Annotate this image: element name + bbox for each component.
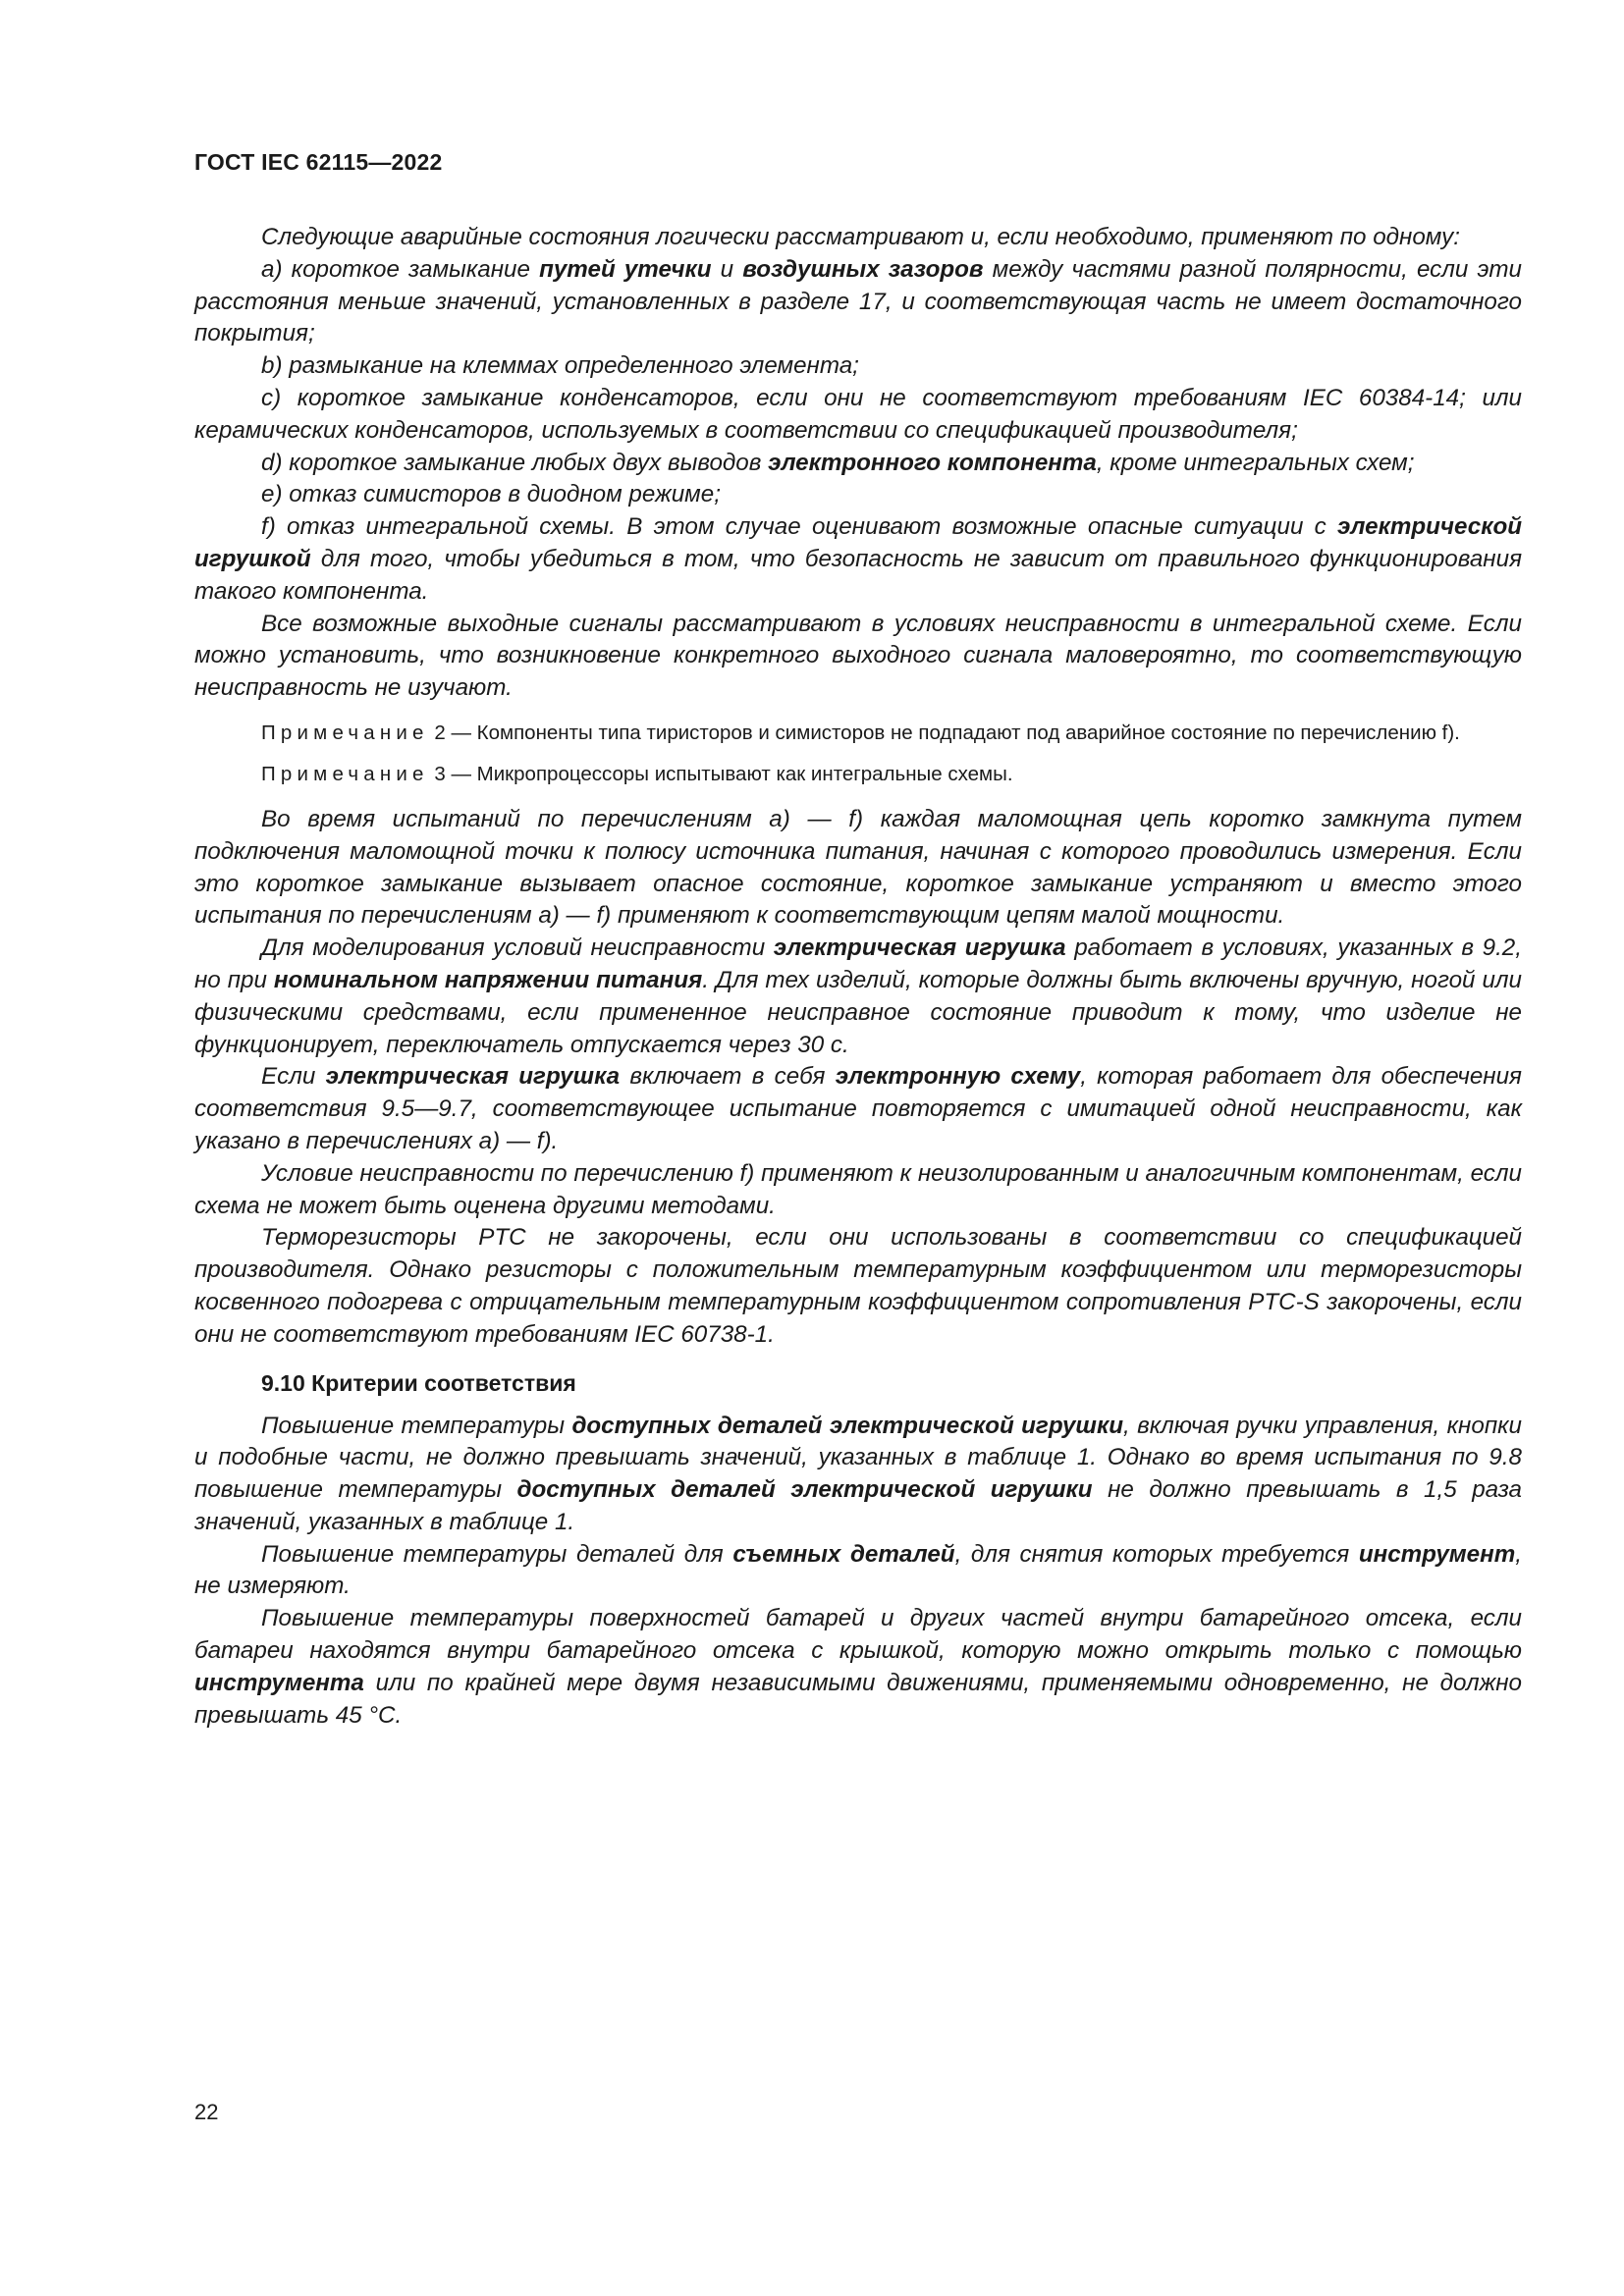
paragraph xyxy=(194,1158,1522,1223)
paragraph xyxy=(194,448,1522,480)
paragraph xyxy=(194,254,1522,350)
text-run: , для снятия которых требуется xyxy=(954,1540,1359,1568)
document-body xyxy=(194,222,1522,1732)
text-run: Повышение температуры поверхностей батарей и других частей внутри батарейного отсека, если батареи находятся внутри батарейного отсека с крышкой, которую можно открыть только с помощью xyxy=(194,1605,1522,1665)
paragraph xyxy=(194,479,1522,511)
note-2 xyxy=(194,719,1522,747)
paragraph xyxy=(194,350,1522,383)
paragraph xyxy=(194,1539,1522,1604)
document-header: ГОСТ IEC 62115—2022 xyxy=(194,149,443,175)
text-run: b) размыкание на клеммах определенного элемента; xyxy=(261,352,859,380)
paragraph xyxy=(194,511,1522,608)
text-run: между частями разной полярности, если эти расстояния меньше значений, установленных в разделе 17, и соответствующая часть не имеет достаточного покрытия; xyxy=(194,255,1522,347)
paragraph xyxy=(194,222,1522,254)
paragraph-group-fault-conditions xyxy=(194,222,1522,705)
paragraph-group-compliance-criteria xyxy=(194,1411,1522,1733)
text-run: Следующие аварийные состояния логически рассматривают и, если необходимо, применяют по одному: xyxy=(261,224,1460,250)
bold-term: электрическая игрушка xyxy=(773,934,1066,962)
text-run: c) короткое замыкание конденсаторов, если они не соответствуют требованиям IEC 60384-14; или керамических конденсаторов, используемых в соответствии со спецификацией производителя; xyxy=(194,384,1522,444)
note-text: 3 — Микропроцессоры испытывают как интегральные схемы. xyxy=(428,762,1013,785)
bold-term: электронную схему xyxy=(835,1063,1081,1091)
note-label: Примечание xyxy=(261,721,429,744)
text-run: Терморезисторы PTC не закорочены, если они использованы в соответствии со спецификацией производителя. Однако резисторы с положительным температурным коэффициентом или терморезисторы косвенного подогрева с отрицательным температурным коэффициентом сопротивления PTC-S закорочены, если они не соответствуют требованиям IEC 60738-1. xyxy=(194,1224,1522,1348)
text-run: d) короткое замыкание любых двух выводов xyxy=(261,449,769,476)
section-title: 9.10 Критерии соответствия xyxy=(261,1369,576,1396)
bold-term: доступных деталей электрической игрушки xyxy=(571,1412,1123,1439)
paragraph xyxy=(194,933,1522,1061)
bold-term: номинальном напряжении питания xyxy=(273,966,703,993)
paragraph xyxy=(194,1411,1522,1539)
bold-term: инструмент xyxy=(1358,1540,1516,1568)
paragraph xyxy=(194,804,1522,933)
text-run: Повышение температуры xyxy=(261,1412,572,1439)
bold-term: доступных деталей электрической игрушки xyxy=(516,1476,1093,1504)
text-run: , которая работает для обеспечения соответствия 9.5—9.7, соответствующее испытание повторяется с имитацией одной неисправности, как указано в перечислениях a) — f). xyxy=(194,1063,1522,1154)
text-run: не должно превышать в 1,5 раза значений, указанных в таблице 1. xyxy=(194,1476,1522,1535)
bold-term: инструмента xyxy=(194,1669,364,1696)
text-run: Во время испытаний по перечислениям a) — f) каждая маломощная цепь коротко замкнута путем подключения маломощной точки к полюсу источника питания, начиная с которого проводились измерения. Если это короткое замыкание вызывает опасное состояние, короткое замыкание устраняют и вместо этого испытания по перечислениям a) — f) применяют к соответствующим цепям малой мощности. xyxy=(194,805,1522,930)
text-run: для того, чтобы убедиться в том, что безопасность не зависит от правильного функционирования такого компонента. xyxy=(194,545,1522,605)
note-3 xyxy=(194,760,1522,788)
text-run: Все возможные выходные сигналы рассматривают в условиях неисправности в интегральной схеме. Если можно установить, что возникновение конкретного выходного сигнала маловероятно, то соответствующую неисправность не изучают. xyxy=(194,610,1522,702)
text-run: и xyxy=(711,255,743,283)
text-run: . Для тех изделий, которые должны быть включены вручную, ногой или физическими средствами, если примененное неисправное состояние приводит к тому, что изделие не функционирует, переключатель отпускается через 30 с. xyxy=(194,966,1522,1058)
paragraph xyxy=(194,609,1522,705)
text-run: a) короткое замыкание xyxy=(261,255,540,283)
paragraph xyxy=(194,383,1522,448)
bold-term: съемных деталей xyxy=(732,1540,955,1568)
paragraph xyxy=(194,1222,1522,1351)
paragraph xyxy=(194,1061,1522,1157)
text-run: включает в себя xyxy=(620,1063,836,1091)
note-text: 2 — Компоненты типа тиристоров и симисторов не подпадают под аварийное состояние по перечислению f). xyxy=(428,721,1460,744)
text-run: Если xyxy=(261,1063,326,1091)
bold-term: электронного компонента xyxy=(768,449,1097,476)
text-run: , кроме интегральных схем; xyxy=(1096,449,1415,476)
text-run: , не измеряют. xyxy=(194,1540,1522,1600)
text-run: f) отказ интегральной схемы. В этом случае оценивают возможные опасные ситуации с xyxy=(261,513,1338,541)
text-run: , включая ручки управления, кнопки и подобные части, не должно превышать значений, указанных в таблице 1. Однако во время испытания по 9.8 повышение температуры xyxy=(194,1412,1523,1504)
note-label: Примечание xyxy=(261,762,429,785)
bold-term: путей утечки xyxy=(539,255,712,283)
page-number: 22 xyxy=(194,2100,219,2124)
bold-term: электрическая игрушка xyxy=(325,1063,621,1091)
text-run: Условие неисправности по перечислению f) применяют к неизолированным и аналогичным компонентам, если схема не может быть оценена другими методами. xyxy=(194,1159,1522,1219)
paragraph xyxy=(194,1603,1522,1732)
bold-term: электрической игрушкой xyxy=(194,513,1522,572)
paragraph-group-test-procedure xyxy=(194,804,1522,1352)
text-run: или по крайней мере двумя независимыми движениями, применяемыми одновременно, не должно превышать 45 °C. xyxy=(194,1669,1522,1729)
text-run: работает в условиях, указанных в 9.2, но при xyxy=(194,934,1522,993)
bold-term: воздушных зазоров xyxy=(742,255,984,283)
text-run: Для моделирования условий неисправности xyxy=(261,934,774,962)
text-run: Повышение температуры деталей для xyxy=(261,1540,733,1568)
text-run: e) отказ симисторов в диодном режиме; xyxy=(261,481,721,508)
